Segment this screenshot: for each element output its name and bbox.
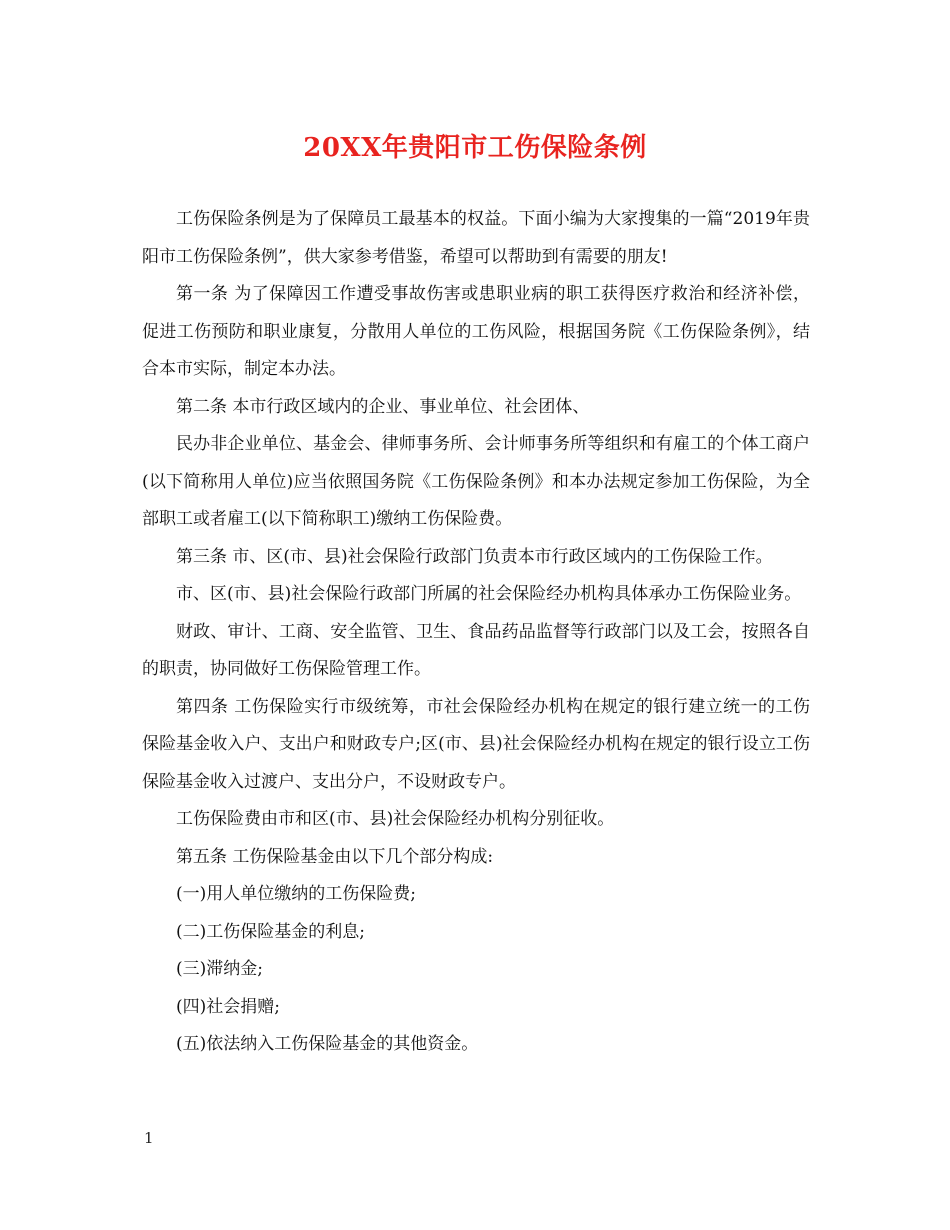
paragraph-article-4-collection: 工伤保险费由市和区(市、县)社会保险经办机构分别征收。: [176, 809, 615, 829]
paragraph-article-4: 第四条 工伤保险实行市级统筹，市社会保险经办机构在规定的银行建立统一的工伤保险基金收入户、支出户和财政专户;区(市、县)社会保险经办机构在规定的银行设立工伤保险基金收入过渡户、支出分户，不设财政专户。: [142, 696, 810, 792]
list-item: (二)工伤保险基金的利息;: [176, 921, 365, 942]
paragraph-article-5: 第五条 工伤保险基金由以下几个部分构成:: [176, 846, 494, 867]
paragraph-article-2-continued: 民办非企业单位、基金会、律师事务所、会计师事务所等组织和有雇工的个体工商户(以下简称用人单位)应当依照国务院《工伤保险条例》和本办法规定参加工伤保险，为全部职工或者雇工(以下简称职工)缴纳工伤保险费。: [142, 434, 810, 529]
paragraph-article-1: 第一条 为了保障因工作遭受事故伤害或患职业病的职工获得医疗救治和经济补偿，促进工伤预防和职业康复，分散用人单位的工伤风险，根据国务院《工伤保险条例》，结合本市实际，制定本办法。: [142, 284, 810, 379]
list-item: (四)社会捐赠;: [176, 996, 280, 1017]
page-number: 1: [144, 1129, 154, 1147]
document-body: [142, 201, 810, 1064]
list-item: (一)用人单位缴纳的工伤保险费;: [176, 884, 416, 904]
list-item: (三)滞纳金;: [176, 959, 263, 979]
list-item: (五)依法纳入工伤保险基金的其他资金。: [176, 1034, 479, 1054]
paragraph-intro: 工伤保险条例是为了保障员工最基本的权益。下面小编为大家搜集的一篇“2019年贵阳市工伤保险条例”，供大家参考借鉴，希望可以帮助到有需要的朋友!: [142, 209, 810, 267]
paragraph-article-2: 第二条 本市行政区域内的企业、事业单位、社会团体、: [176, 396, 590, 417]
document-title: 20XX年贵阳市工伤保险条例: [303, 133, 647, 163]
paragraph-article-3-departments: 财政、审计、工商、安全监管、卫生、食品药品监督等行政部门以及工会，按照各自的职责，协同做好工伤保险管理工作。: [142, 621, 810, 679]
paragraph-article-3-agency: 市、区(市、县)社会保险行政部门所属的社会保险经办机构具体承办工伤保险业务。: [176, 584, 802, 604]
paragraph-article-3: 第三条 市、区(市、县)社会保险行政部门负责本市行政区域内的工伤保险工作。: [176, 546, 773, 567]
